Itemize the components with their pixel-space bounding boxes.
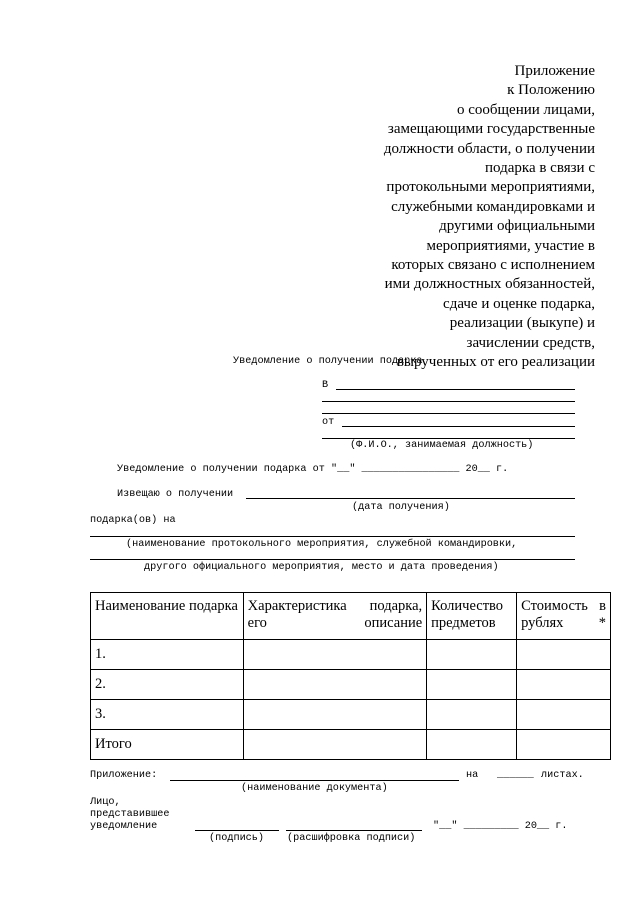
- appendix-line: вырученных от его реализации: [396, 354, 595, 371]
- table-cell[interactable]: [517, 700, 611, 730]
- appendix-line: о сообщении лицами,: [456, 101, 595, 118]
- header-gift-description: Характеристика подарка, его описание: [243, 593, 427, 640]
- appendix-line: которых связано с исполнением: [391, 257, 595, 274]
- sender-line-2[interactable]: [322, 438, 575, 439]
- person-label-1: Лицо,: [90, 797, 121, 808]
- addressee-line-3[interactable]: [322, 413, 575, 414]
- receipt-date-line[interactable]: [246, 498, 575, 499]
- sender-line-1[interactable]: [342, 426, 575, 427]
- appendix-line: Приложение: [514, 63, 595, 79]
- table-cell[interactable]: 2.: [91, 670, 244, 700]
- appendix-line: реализации (выкупе) и: [449, 315, 595, 332]
- event-caption-2: другого официального мероприятия, место и дата проведения): [144, 562, 499, 573]
- appendix-line: зачислении средств,: [466, 334, 595, 351]
- fio-caption: (Ф.И.О., занимаемая должность): [350, 440, 534, 451]
- addressee-line-1[interactable]: [336, 389, 575, 390]
- header-cost: Стоимость в рублях *: [517, 593, 611, 640]
- table-cell[interactable]: [427, 730, 517, 760]
- table-cell[interactable]: 1.: [91, 640, 244, 670]
- gifts-table: [90, 592, 611, 760]
- table-row: [91, 670, 611, 700]
- event-line-1[interactable]: [90, 536, 575, 537]
- table-row: [91, 640, 611, 670]
- table-row: [91, 730, 611, 760]
- doc-caption: (наименование документа): [241, 783, 388, 794]
- table-cell[interactable]: Итого: [91, 730, 244, 760]
- table-cell[interactable]: [517, 640, 611, 670]
- decoding-caption: (расшифровка подписи): [287, 833, 416, 844]
- appendix-line: ими должностных обязанностей,: [384, 276, 595, 293]
- header-quantity: Количество предметов: [427, 593, 517, 640]
- table-cell[interactable]: [243, 640, 427, 670]
- sheets-label: листах.: [541, 770, 584, 781]
- table-cell[interactable]: [427, 670, 517, 700]
- appendix-line: должности области, о получении: [383, 140, 595, 157]
- person-label-3: уведомление: [90, 821, 158, 832]
- event-line-2[interactable]: [90, 559, 575, 560]
- inform-label: Извещаю о получении: [117, 489, 234, 500]
- from-label: от: [322, 417, 335, 428]
- attachment-label: Приложение:: [90, 770, 158, 781]
- appendix-line: подарка в связи с: [485, 160, 595, 177]
- decoding-line[interactable]: [286, 830, 422, 831]
- appendix-line: служебными командировками и: [391, 198, 595, 215]
- addressee-line-2[interactable]: [322, 401, 575, 402]
- to-label: В: [322, 380, 329, 391]
- table-cell[interactable]: [243, 670, 427, 700]
- table-cell[interactable]: [517, 730, 611, 760]
- person-label-2: представившее: [90, 809, 170, 820]
- sheets-count-blank[interactable]: ______: [497, 770, 534, 781]
- appendix-line: к Положению: [507, 82, 595, 99]
- appendix-line: другими официальными: [439, 218, 595, 235]
- table-cell[interactable]: [427, 640, 517, 670]
- table-header-row: [91, 593, 611, 640]
- table-row: [91, 700, 611, 730]
- table-cell[interactable]: [243, 700, 427, 730]
- form-title: Уведомление о получении подарка: [233, 356, 423, 367]
- on-label: на: [466, 770, 479, 781]
- signature-caption: (подпись): [209, 833, 265, 844]
- event-caption-1: (наименование протокольного мероприятия, служебной командировки,: [126, 539, 518, 550]
- appendix-line: сдаче и оценке подарка,: [443, 295, 595, 312]
- date-caption: (дата получения): [352, 502, 450, 513]
- table-cell[interactable]: [517, 670, 611, 700]
- table-cell[interactable]: [427, 700, 517, 730]
- gifts-label: подарка(ов) на: [90, 515, 176, 526]
- header-gift-name: Наименование подарка: [91, 593, 244, 640]
- table-cell[interactable]: [243, 730, 427, 760]
- signature-line[interactable]: [195, 830, 279, 831]
- sign-date-line[interactable]: "__" _________ 20__ г.: [433, 821, 568, 832]
- appendix-line: мероприятиями, участие в: [426, 237, 595, 254]
- appendix-line: замещающими государственные: [387, 121, 595, 138]
- table-cell[interactable]: 3.: [91, 700, 244, 730]
- appendix-header: [355, 62, 595, 373]
- appendix-line: протокольными мероприятиями,: [386, 179, 595, 196]
- notice-line: Уведомление о получении подарка от "__" ________________ 20__ г.: [117, 464, 509, 475]
- attachment-doc-line[interactable]: [170, 780, 459, 781]
